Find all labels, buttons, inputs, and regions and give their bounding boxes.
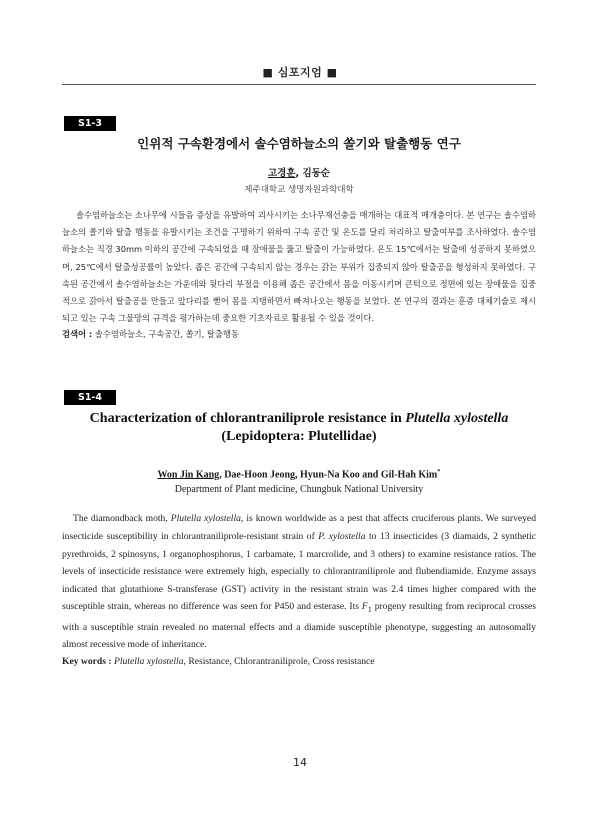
keywords-list: 솔수염하늘소, 구속공간, 쏠기, 탈출행동 [94,329,239,340]
affiliation: Department of Plant medicine, Chungbuk National University [174,484,424,496]
header-divider [62,84,536,85]
page-number: 14 [293,756,307,769]
abstract-title: 인위적 구속환경에서 솔수염하늘소의 쏠기와 탈출행동 연구 [137,136,461,151]
abstract-body: 솔수염하늘소는 소나무에 시들음 증상을 유발하여 괴사시키는 소나무재선충을 매개하는 대표적 매개충이다. 본 연구는 솔수염하늘소의 쏠기와 탈출 행동을 유발시키는 조건을 구명하기 위하여 구속 공간 및 온도를 달리 처리하고 탈출여부를 조사하였다. 솔수염하늘소는 직경 30mm 이하의 공간에 구속되었을 때 장애물을 뚫고 탈출이 가능하였다. 온도 15℃에서는 탈출에 성공하지 못하였으며, 25℃에서 탈출성공률이 높았다. 좁은 공간에 구속되지 않는 경우는 갉는 부위가 집중되지 않아 탈출공을 형성하지 못하였다. 구속된 공간에서 솔수염하늘소는 가운데와 뒷다리 부절을 이용해 좁은 공간에서 몸을 이동시키며 큰턱으로 정면에 있는 장애물을 집중적으로 갉아서 탈출공을 만들고 앞다리를 뻗어 몸을 지탱하면서 빠져나오는 행동을 보였다. 본 연구의 결과는 훈증 대체기술로 제시되고 있는 구속 그물망의 규격을 평가하는데 중요한 기초자료로 활용될 수 있을 것이다. [62,210,536,324]
presenting-author: 고경훈 [268,168,296,179]
keywords [62,328,536,340]
abstract-s1-3 [62,134,536,340]
co-authors: , 김동순 [295,168,330,179]
keywords [62,656,536,667]
author-list [62,468,536,480]
abstract-body [62,510,536,654]
author-list [62,165,536,179]
abstract-code-badge: S1-4 [64,390,116,405]
abstract-text: to 13 insecticides (3 diamaids, 2 synthetic pyrethroids, 2 spinosyns, 1 organophosphorus, 1 carbamate, 1 marcrolide, and 3 others) to examine resistance ratios. The levels of insecticide resistance were extremely high, especially to chlorantraniliprole and flubendiamide. Enzyme assays indicated that glutathione S-transferase (GST) activity in the resistant strain was 2.4 times higher compared with the susceptible strain, whereas no difference was seen for P450 and esterase. Its [62,530,536,613]
generation-subscript: 1 [367,605,372,615]
keywords-label: Key words : [62,655,112,667]
journal-section-header: ■ 심포지엄 ■ [262,66,338,79]
abstract-text: , is known worldwide as a pest that affects cruciferous plants. We surveyed insecticide susceptibility in chlorantraniliprole-resistant strain of [62,513,536,542]
keywords-species: Plutella xylostella [113,655,184,667]
title-text: Characterization of chlorantraniliprole resistance in [89,411,406,426]
keywords-label: 검색어 : [62,329,93,340]
presenting-author: Won Jin Kang [157,469,220,481]
affiliation: 제주대학교 생명자원과학대학 [244,185,354,195]
abstract-s1-4 [62,410,536,667]
abstract-species: Plutella xylostella [170,513,241,525]
abstract-text: The diamondback moth, [73,513,171,525]
title-species: Plutella xylostella [405,411,509,426]
title-line-2: (Lepidoptera: Plutellidae) [221,429,377,444]
keywords-list: , Resistance, Chlorantraniliprole, Cross resistance [183,655,375,667]
generation-label: F [361,601,368,613]
abstract-code-badge: S1-3 [64,116,116,131]
co-authors: , Dae-Hoon Jeong, Hyun-Na Koo and Gil-Hah Kim [219,469,438,481]
abstract-title [62,410,536,446]
abstract-species: P. xylostella [318,530,366,542]
abstract-text: progeny resulting from reciprocal crosses with a susceptible strain revealed no maternal effects and a diamide susceptible phenotype, suggesting an autosomally almost recessive mode of inheritance. [62,601,536,651]
corresponding-mark: * [437,468,441,475]
